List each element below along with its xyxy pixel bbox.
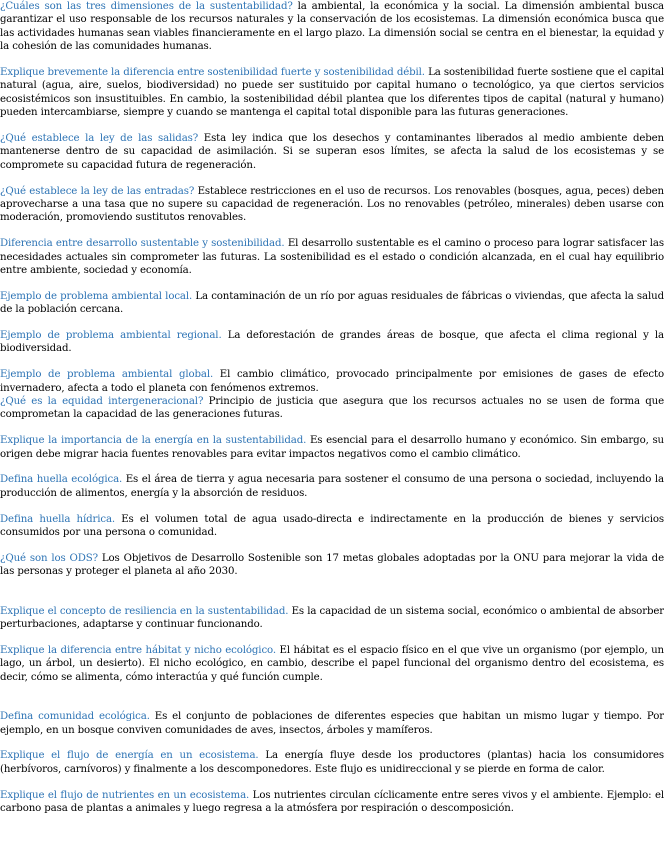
question-text: Explique el concepto de resiliencia en la sustentabilidad.: [0, 605, 289, 617]
answer-text: Es el volumen total de agua usado-directa e indirectamente en la producción de bienes y servicios consumidos por una persona o comunidad.: [0, 513, 664, 539]
qa-strong-weak-sustainability: [0, 66, 664, 120]
answer-text: Establece restricciones en el uso de recursos. Los renovables (bosques, agua, peces) deben aprovecharse a una tasa que no supere su capacidad de regeneración. Los no renovables (petróleo, minerales) deben usarse con moderación, promoviendo sustitutos renovables.: [0, 185, 664, 224]
qa-energy-flow: [0, 749, 664, 776]
qa-ecological-footprint: [0, 473, 664, 500]
answer-text: Los Objetivos de Desarrollo Sostenible son 17 metas globales adoptadas por la ONU para mejorar la vida de las personas y proteger el planeta al año 2030.: [0, 552, 664, 578]
qa-resilience: [0, 605, 664, 632]
answer-text: Principio de justicia que asegura que los recursos actuales no se usen de forma que comprometan la capacidad de las generaciones futuras.: [0, 396, 664, 421]
question-text: Explique brevemente la diferencia entre sostenibilidad fuerte y sostenibilidad débil.: [0, 67, 425, 79]
question-text: ¿Qué son los ODS?: [0, 552, 98, 564]
question-text: Ejemplo de problema ambiental local.: [0, 290, 193, 302]
qa-sustainable-development-vs-sustainability: [0, 237, 664, 277]
answer-text: la ambiental, la económica y la social. La dimensión ambiental busca garantizar el uso responsable de los recursos naturales y la conservación de los ecosistemas. La dimensión económica busca que las actividades humanas sean viables financieramente en el largo plazo. La dimensión social se centra en el bienestar, la equidad y la cohesión de las comunidades humanas.: [0, 1, 664, 53]
qa-local-problem: [0, 290, 664, 317]
question-text: Explique la diferencia entre hábitat y nicho ecológico.: [0, 644, 276, 656]
question-text: Defina huella hídrica.: [0, 513, 116, 525]
question-text: ¿Qué es la equidad intergeneracional?: [0, 396, 204, 408]
question-text: Ejemplo de problema ambiental regional.: [0, 330, 222, 342]
answer-text: Los nutrientes circulan cíclicamente entre seres vivos y el ambiente. Ejemplo: el carbono pasa de plantas a animales y luego regresa a la atmósfera por respiración o descomposición.: [0, 789, 664, 814]
answer-text: La energía fluye desde los productores (plantas) hacia los consumidores (herbívoros, carnívoros) y finalmente a los descomponedores. Este flujo es unidireccional y se pierde en forma de calor.: [0, 750, 664, 775]
answer-text: La contaminación de un río por aguas residuales de fábricas o viviendas, que afecta la salud de la población cercana.: [0, 290, 664, 316]
qa-regional-problem: [0, 329, 664, 356]
question-text: Defina comunidad ecológica.: [0, 711, 150, 723]
answer-text: El hábitat es el espacio físico en el que vive un organismo (por ejemplo, un lago, un árbol, un desierto). El nicho ecológico, en cambio, describe el papel funcional del organismo dentro del ecosistema, es decir, cómo se alimenta, cómo interactúa y qué función cumple.: [0, 644, 664, 683]
answer-text: La deforestación de grandes áreas de bosque, que afecta el clima regional y la biodiversidad.: [0, 330, 664, 355]
qa-habitat-vs-niche: [0, 644, 664, 684]
question-text: Ejemplo de problema ambiental global.: [0, 369, 214, 381]
answer-text: El desarrollo sustentable es el camino o proceso para lograr satisfacer las necesidades actuales sin comprometer las futuras. La sostenibilidad es el estado o condición alcanzada, en el cual hay equilibrio entre ambiente, sociedad y economía.: [0, 238, 664, 277]
answer-text: Es el conjunto de poblaciones de diferentes especies que habitan un mismo lugar y tiempo. Por ejemplo, en un bosque conviven comunidades de aves, insectos, árboles y mamíferos.: [0, 711, 664, 736]
answer-text: El cambio climático, provocado principalmente por emisiones de gases de efecto invernadero, afecta a todo el planeta con fenómenos extremos.: [0, 369, 664, 394]
question-text: Explique el flujo de nutrientes en un ecosistema.: [0, 789, 250, 801]
answer-text: Es esencial para el desarrollo humano y económico. Sin embargo, su origen debe migrar hacia fuentes renovables para evitar impactos negativos como el cambio climático.: [0, 435, 664, 460]
answer-text: La sostenibilidad fuerte sostiene que el capital natural (agua, aire, suelos, biodiversidad) no puede ser sustituido por capital humano o tecnológico, ya que ciertos servicios ecosistémicos son insustituibles. En cambio, la sostenibilidad débil plantea que los diferentes tipos de capital (natural y humano) pueden intercambiarse, siempre y cuando se mantenga el capital total disponible para las futuras generaciones.: [0, 67, 664, 119]
qa-water-footprint: [0, 513, 664, 540]
question-text: Explique la importancia de la energía en la sustentabilidad.: [0, 435, 307, 447]
question-text: ¿Qué establece la ley de las entradas?: [0, 185, 195, 197]
answer-text: Es el área de tierra y agua necesaria para sostener el consumo de una persona o sociedad, incluyendo la producción de alimentos, energía y la absorción de residuos.: [0, 474, 664, 499]
question-text: Defina huella ecológica.: [0, 474, 123, 486]
qa-intergenerational-equity: [0, 395, 664, 422]
qa-nutrient-flow: [0, 789, 664, 816]
qa-input-law: [0, 185, 664, 225]
question-text: Explique el flujo de energía en un ecosistema.: [0, 750, 259, 762]
qa-sustainability-dimensions: [0, 0, 664, 54]
question-text: ¿Cuáles son las tres dimensiones de la sustentabilidad?: [0, 1, 293, 12]
qa-ecological-community: [0, 710, 664, 737]
answer-text: Es la capacidad de un sistema social, económico o ambiental de absorber perturbaciones, adaptarse y continuar funcionando.: [0, 605, 664, 631]
qa-energy-importance: [0, 434, 664, 461]
qa-sdgs: [0, 552, 664, 579]
qa-global-problem: [0, 368, 664, 395]
question-text: Diferencia entre desarrollo sustentable y sostenibilidad.: [0, 238, 285, 250]
question-text: ¿Qué establece la ley de las salidas?: [0, 133, 199, 145]
answer-text: Esta ley indica que los desechos y contaminantes liberados al medio ambiente deben mantenerse dentro de su capacidad de asimilación. Si se superan esos límites, se afecta la salud de los ecosistemas y se compromete su capacidad futura de regeneración.: [0, 133, 664, 171]
qa-output-law: [0, 132, 664, 172]
